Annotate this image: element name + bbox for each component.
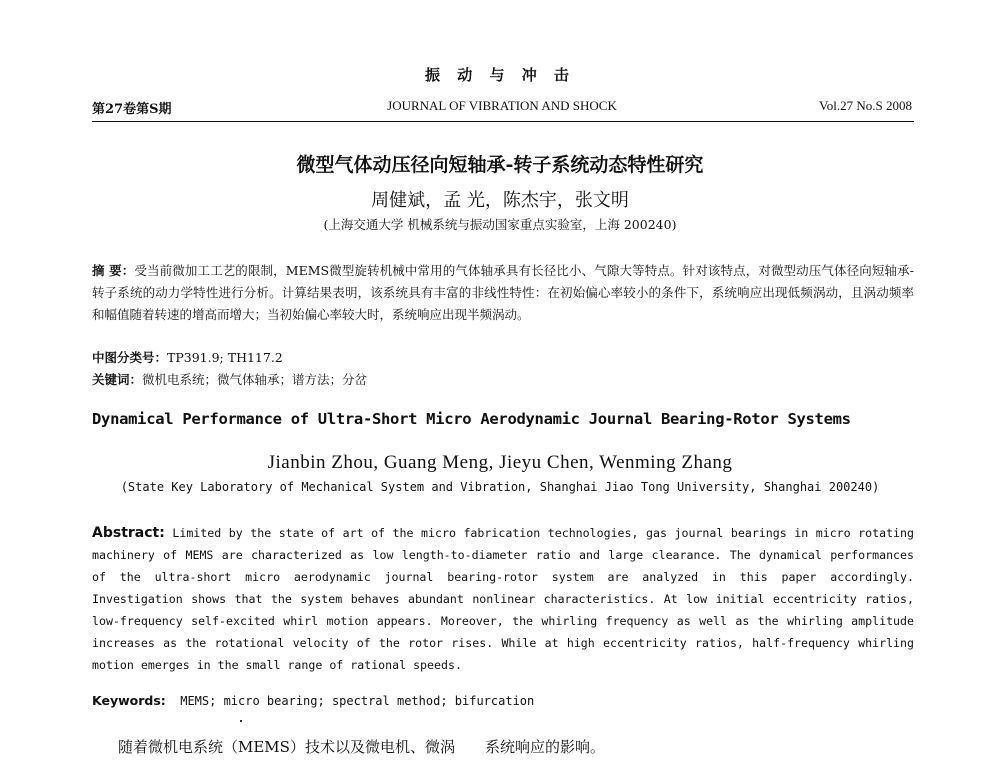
keywords-en-text: MEMS; micro bearing; spectral method; bifurcation (180, 694, 535, 708)
clc-number (92, 348, 914, 368)
authors-en: Jianbin Zhou, Guang Meng, Jieyu Chen, Wenming Zhang (267, 452, 733, 473)
keywords-cn (92, 370, 914, 390)
abstract-en-label: Abstract: (92, 525, 165, 541)
abstract-cn-text: 受当前微加工工艺的限制，MEMS微型旋转机械中常用的气体轴承具有长径比小、气隙大等特点。针对该特点，对微型动压气体径向短轴承-转子系统的动力学特性进行分析。计算结果表明，该系统具有丰富的非线性特性：在初始偏心率较小的条件下，系统响应出现低频涡动，且涡动频率和幅值随着转速的增高而增大；当初始偏心率较大时，系统响应出现半频涡动。 (92, 263, 914, 322)
journal-title-cn: 振 动 与 冲 击 (425, 66, 575, 84)
body-text-start (118, 736, 918, 757)
abstract-cn (92, 260, 914, 326)
abstract-en (92, 522, 914, 676)
affiliation-cn: (上海交通大学 机械系统与振动国家重点实验室，上海 200240) (323, 217, 677, 232)
body-right-column-start: 系统响应的影响。 (484, 738, 605, 756)
stray-mark (240, 720, 242, 722)
issue-cn: 第27卷第S期 (92, 102, 172, 117)
paper-title-cn: 微型气体动压径向短轴承-转子系统动态特性研究 (296, 154, 704, 176)
running-header (92, 96, 912, 118)
abstract-cn-label: 摘 要： (92, 263, 135, 278)
keywords-en (92, 693, 914, 708)
keywords-cn-label: 关键词： (92, 372, 143, 387)
affiliation-en: (State Key Laboratory of Mechanical System and Vibration, Shanghai Jiao Tong University, Shanghai 200240) (120, 480, 880, 494)
issue-en: Vol.27 No.S 2008 (819, 98, 912, 113)
authors-cn: 周健斌，孟 光，陈杰宇，张文明 (371, 190, 629, 211)
body-left-column-start: 随着微机电系统（MEMS）技术以及微电机、微涡 (118, 738, 455, 756)
clc-text: TP391.9; TH117.2 (167, 350, 283, 365)
header-divider (92, 121, 914, 122)
clc-label: 中图分类号： (92, 350, 168, 365)
abstract-en-text: Limited by the state of art of the micro fabrication technologies, gas journal bearings in micro rotating machinery of MEMS are characterized as low length-to-diameter ratio and large clearance. The dynamical performances of the ultra-short micro aerodynamic journal bearing-rotor system are analyzed in this paper accordingly. Investigation shows that the system behaves abundant nonlinear characteristics. At low initial eccentricity ratios, low-frequency self-excited whirl motion appears. Moreover, the whirling frequency as well as the whirling amplitude increases as the rotational velocity of the rotor rises. While at high eccentricity ratios, half-frequency whirling motion emerges in the small range of rational speeds. (92, 526, 914, 672)
keywords-cn-text: 微机电系统；微气体轴承；谱方法；分岔 (142, 372, 368, 387)
paper-title-en: Dynamical Performance of Ultra-Short Micro Aerodynamic Journal Bearing-Rotor Systems (92, 410, 851, 428)
journal-title-en: JOURNAL OF VIBRATION AND SHOCK (387, 98, 617, 113)
keywords-en-label: Keywords: (92, 693, 166, 708)
